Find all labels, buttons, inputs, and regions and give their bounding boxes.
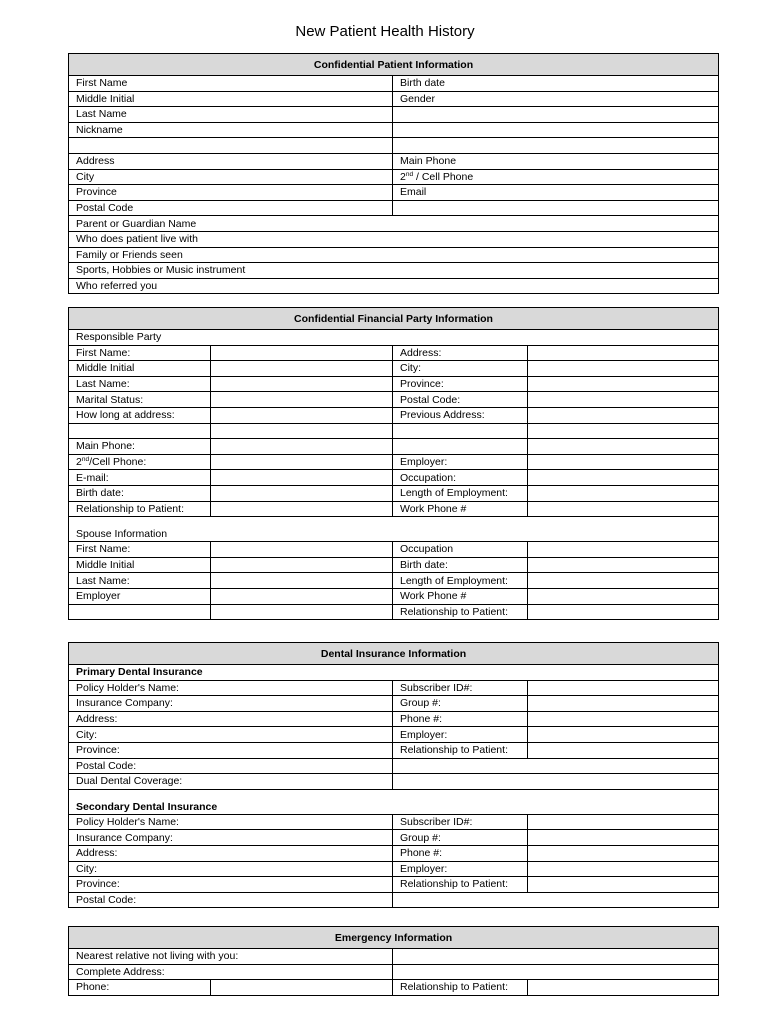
emergency-phone-label: Phone:: [69, 980, 211, 996]
sec-company-field[interactable]: Insurance Company:: [69, 830, 393, 846]
fin-previous-address-input[interactable]: [528, 407, 719, 423]
patient-city-field[interactable]: City: [69, 169, 393, 185]
patient-address-field[interactable]: Address: [69, 153, 393, 169]
sec-city-field[interactable]: City:: [69, 861, 393, 877]
ins-blank-cell[interactable]: [393, 758, 719, 774]
primary-insurance-label: Primary Dental Insurance: [69, 665, 719, 681]
fin-birth-date-label: Birth date:: [69, 485, 211, 501]
spouse-employer-input[interactable]: [211, 588, 393, 604]
patient-lives-with-field[interactable]: Who does patient live with: [69, 231, 719, 247]
fin-birth-date-input[interactable]: [211, 485, 393, 501]
fin-work-phone-input[interactable]: [528, 501, 719, 517]
fin-spacer-cell: [69, 423, 211, 439]
fin-province-input[interactable]: [528, 376, 719, 392]
fin-first-name-input[interactable]: [211, 345, 393, 361]
secondary-insurance-label: Secondary Dental Insurance: [69, 789, 719, 814]
document-title: New Patient Health History: [295, 23, 475, 40]
fin-cell-ordinal: nd: [81, 456, 90, 464]
fin-spacer-cell: [528, 423, 719, 439]
sec-phone-label: Phone #:: [393, 845, 528, 861]
patient-middle-initial-field[interactable]: Middle Initial: [69, 91, 393, 107]
spouse-occupation-label: Occupation: [393, 542, 528, 558]
spouse-relationship-label: Relationship to Patient:: [393, 604, 528, 620]
fin-postal-code-input[interactable]: [528, 392, 719, 408]
fin-how-long-label: How long at address:: [69, 407, 211, 423]
sec-subscriber-id-input[interactable]: [528, 814, 719, 830]
patient-postal-code-field[interactable]: Postal Code: [69, 200, 393, 216]
spouse-blank-label: [69, 604, 211, 620]
patient-blank-cell[interactable]: [393, 122, 719, 138]
ins-phone-label: Phone #:: [393, 711, 528, 727]
emergency-info-header: Emergency Information: [69, 927, 719, 949]
fin-length-employment-label: Length of Employment:: [393, 485, 528, 501]
fin-length-employment-input[interactable]: [528, 485, 719, 501]
fin-province-label: Province:: [393, 376, 528, 392]
spouse-relationship-input[interactable]: [528, 604, 719, 620]
fin-cell-phone-input[interactable]: [211, 454, 393, 470]
ins-address-field[interactable]: Address:: [69, 711, 393, 727]
spouse-blank-input[interactable]: [211, 604, 393, 620]
patient-main-phone-field[interactable]: Main Phone: [393, 153, 719, 169]
sec-postal-code-field[interactable]: Postal Code:: [69, 892, 393, 908]
patient-nickname-field[interactable]: Nickname: [69, 122, 393, 138]
fin-postal-code-label: Postal Code:: [393, 392, 528, 408]
emergency-phone-input[interactable]: [211, 980, 393, 996]
financial-info-header: Confidential Financial Party Information: [69, 308, 719, 330]
fin-main-phone-label: Main Phone:: [69, 439, 211, 455]
patient-info-header: Confidential Patient Information: [69, 54, 719, 76]
fin-employer-label: Employer:: [393, 454, 528, 470]
ins-employer-label: Employer:: [393, 727, 528, 743]
ins-blank-cell[interactable]: [393, 774, 719, 790]
patient-guardian-field[interactable]: Parent or Guardian Name: [69, 216, 719, 232]
ins-city-field[interactable]: City:: [69, 727, 393, 743]
fin-spacer-cell: [211, 423, 393, 439]
spouse-occupation-input[interactable]: [528, 542, 719, 558]
ins-phone-input[interactable]: [528, 711, 719, 727]
insurance-info-header: Dental Insurance Information: [69, 643, 719, 665]
fin-blank-input[interactable]: [528, 439, 719, 455]
fin-cell-suffix: /Cell Phone:: [89, 456, 147, 469]
sec-blank-cell[interactable]: [393, 892, 719, 908]
fin-previous-address-label: Previous Address:: [393, 407, 528, 423]
emergency-address-field[interactable]: Complete Address:: [69, 964, 393, 980]
emergency-relationship-input[interactable]: [528, 980, 719, 996]
insurance-info-table: [68, 642, 719, 908]
cell-phone-ordinal: nd: [405, 170, 414, 178]
sec-employer-input[interactable]: [528, 861, 719, 877]
patient-spacer-cell: [393, 138, 719, 154]
ins-postal-code-field[interactable]: Postal Code:: [69, 758, 393, 774]
fin-main-phone-input[interactable]: [211, 439, 393, 455]
fin-middle-initial-label: Middle Initial: [69, 361, 211, 377]
patient-spacer-cell: [69, 138, 393, 154]
spouse-middle-initial-label: Middle Initial: [69, 557, 211, 573]
patient-info-table: [68, 53, 719, 294]
responsible-party-label: Responsible Party: [69, 330, 719, 346]
ins-subscriber-id-input[interactable]: [528, 680, 719, 696]
emergency-info-table: [68, 926, 719, 996]
fin-relationship-label: Relationship to Patient:: [69, 501, 211, 517]
spouse-work-phone-label: Work Phone #: [393, 588, 528, 604]
fin-first-name-label: First Name:: [69, 345, 211, 361]
fin-relationship-input[interactable]: [211, 501, 393, 517]
sec-relationship-input[interactable]: [528, 877, 719, 893]
patient-family-friends-field[interactable]: Family or Friends seen: [69, 247, 719, 263]
fin-marital-status-input[interactable]: [211, 392, 393, 408]
spouse-work-phone-input[interactable]: [528, 588, 719, 604]
sec-policy-holder-field[interactable]: Policy Holder's Name:: [69, 814, 393, 830]
ins-relationship-input[interactable]: [528, 742, 719, 758]
spouse-birth-date-input[interactable]: [528, 557, 719, 573]
sec-employer-label: Employer:: [393, 861, 528, 877]
spouse-length-employment-input[interactable]: [528, 573, 719, 589]
ins-relationship-label: Relationship to Patient:: [393, 742, 528, 758]
fin-employer-input[interactable]: [528, 454, 719, 470]
ins-group-label: Group #:: [393, 696, 528, 712]
sec-group-input[interactable]: [528, 830, 719, 846]
financial-info-table: [68, 307, 719, 620]
patient-blank-cell[interactable]: [393, 200, 719, 216]
patient-province-field[interactable]: Province: [69, 185, 393, 201]
ins-group-input[interactable]: [528, 696, 719, 712]
ins-policy-holder-field[interactable]: Policy Holder's Name:: [69, 680, 393, 696]
fin-address-input[interactable]: [528, 345, 719, 361]
ins-subscriber-id-label: Subscriber ID#:: [393, 680, 528, 696]
fin-last-name-input[interactable]: [211, 376, 393, 392]
sec-province-field[interactable]: Province:: [69, 877, 393, 893]
fin-marital-status-label: Marital Status:: [69, 392, 211, 408]
patient-first-name-field[interactable]: First Name: [69, 76, 393, 92]
patient-email-field[interactable]: Email: [393, 185, 719, 201]
spouse-last-name-input[interactable]: [211, 573, 393, 589]
fin-how-long-input[interactable]: [211, 407, 393, 423]
fin-address-label: Address:: [393, 345, 528, 361]
fin-last-name-label: Last Name:: [69, 376, 211, 392]
fin-cell-phone-label: [69, 454, 211, 470]
cell-phone-prefix: 2: [400, 170, 406, 183]
ins-employer-input[interactable]: [528, 727, 719, 743]
spouse-info-label: Spouse Information: [69, 517, 719, 542]
fin-email-label: E-mail:: [69, 470, 211, 486]
emergency-blank-cell[interactable]: [393, 964, 719, 980]
patient-blank-cell[interactable]: [393, 107, 719, 123]
spouse-middle-initial-input[interactable]: [211, 557, 393, 573]
ins-company-field[interactable]: Insurance Company:: [69, 696, 393, 712]
sec-subscriber-id-label: Subscriber ID#:: [393, 814, 528, 830]
fin-city-input[interactable]: [528, 361, 719, 377]
patient-hobbies-field[interactable]: Sports, Hobbies or Music instrument: [69, 263, 719, 279]
fin-occupation-input[interactable]: [528, 470, 719, 486]
fin-blank-label: [393, 439, 528, 455]
fin-work-phone-label: Work Phone #: [393, 501, 528, 517]
spouse-length-employment-label: Length of Employment:: [393, 573, 528, 589]
ins-province-field[interactable]: Province:: [69, 742, 393, 758]
spouse-first-name-input[interactable]: [211, 542, 393, 558]
sec-phone-input[interactable]: [528, 845, 719, 861]
spouse-employer-label: Employer: [69, 588, 211, 604]
patient-last-name-field[interactable]: Last Name: [69, 107, 393, 123]
spouse-last-name-label: Last Name:: [69, 573, 211, 589]
fin-cell-prefix: 2: [76, 456, 82, 469]
fin-spacer-cell: [393, 423, 528, 439]
patient-referred-field[interactable]: Who referred you: [69, 278, 719, 294]
cell-phone-label: / Cell Phone: [413, 170, 474, 183]
sec-relationship-label: Relationship to Patient:: [393, 877, 528, 893]
patient-gender-field[interactable]: Gender: [393, 91, 719, 107]
patient-birth-date-field[interactable]: Birth date: [393, 76, 719, 92]
fin-city-label: City:: [393, 361, 528, 377]
patient-cell-phone-field[interactable]: [393, 169, 719, 185]
sec-address-field[interactable]: Address:: [69, 845, 393, 861]
emergency-nearest-relative-field[interactable]: Nearest relative not living with you:: [69, 949, 393, 965]
fin-occupation-label: Occupation:: [393, 470, 528, 486]
fin-email-input[interactable]: [211, 470, 393, 486]
emergency-relationship-label: Relationship to Patient:: [393, 980, 528, 996]
sec-group-label: Group #:: [393, 830, 528, 846]
emergency-blank-cell[interactable]: [393, 949, 719, 965]
spouse-first-name-label: First Name:: [69, 542, 211, 558]
fin-middle-initial-input[interactable]: [211, 361, 393, 377]
spouse-birth-date-label: Birth date:: [393, 557, 528, 573]
ins-dual-coverage-field[interactable]: Dual Dental Coverage:: [69, 774, 393, 790]
